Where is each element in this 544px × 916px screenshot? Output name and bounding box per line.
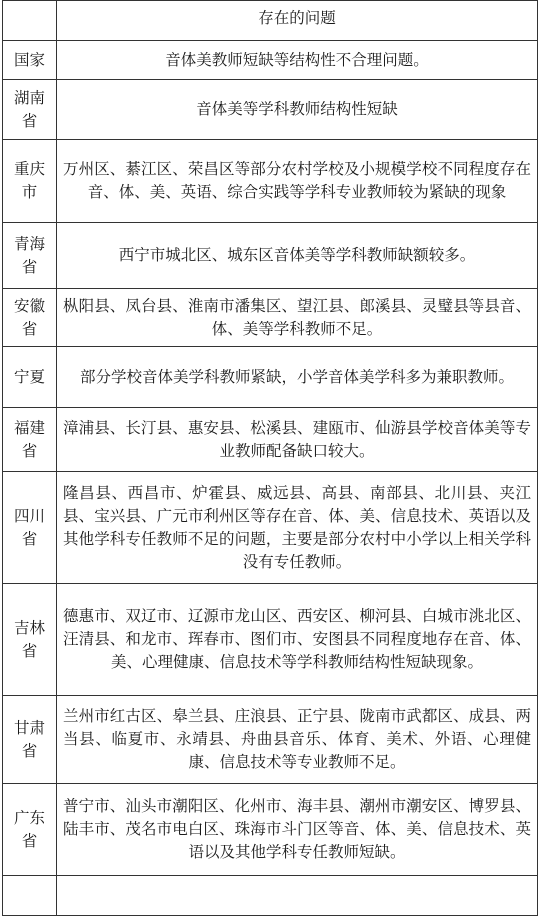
region-cell: 四川省 <box>3 472 57 584</box>
issue-cell: 万州区、綦江区、荣昌区等部分农村学校及小规模学校不同程度存在音、体、美、英语、综合实践等学科专业教师较为紧缺的现象 <box>57 140 538 223</box>
region-cell: 重庆市 <box>3 140 57 223</box>
region-cell: 安徽省 <box>3 289 57 347</box>
table-row <box>3 408 538 472</box>
table-row <box>3 584 538 696</box>
issue-cell: 音体美等学科教师结构性短缺 <box>57 80 538 140</box>
region-cell: 吉林省 <box>3 584 57 696</box>
issue-cell: 德惠市、双辽市、辽源市龙山区、西安区、柳河县、白城市洮北区、汪清县、和龙市、珲春市、图们市、安图县不同程度地存在音、体、美、心理健康、信息技术等学科教师结构性短缺现象。 <box>57 584 538 696</box>
table-row <box>3 347 538 408</box>
table-header-row <box>3 1 538 41</box>
table-row <box>3 784 538 876</box>
issue-cell: 普宁市、汕头市潮阳区、化州市、海丰县、潮州市潮安区、博罗县、陆丰市、茂名市电白区、珠海市斗门区等音、体、美、信息技术、英语以及其他学科专任教师短缺。 <box>57 784 538 876</box>
table-row <box>3 289 538 347</box>
issue-cell: 枞阳县、凤台县、淮南市潘集区、望江县、郎溪县、灵璧县等县音、体、美等学科教师不足。 <box>57 289 538 347</box>
table-row <box>3 223 538 289</box>
issues-table <box>2 0 538 916</box>
issue-cell: 漳浦县、长汀县、惠安县、松溪县、建瓯市、仙游县学校音体美等专业教师配备缺口较大。 <box>57 408 538 472</box>
table-row <box>3 140 538 223</box>
issue-cell: 部分学校音体美学科教师紧缺，小学音体美学科多为兼职教师。 <box>57 347 538 408</box>
header-issue-cell: 存在的问题 <box>57 1 538 41</box>
region-cell: 广东省 <box>3 784 57 876</box>
region-cell: 福建省 <box>3 408 57 472</box>
table-row <box>3 472 538 584</box>
issue-cell: 音体美教师短缺等结构性不合理问题。 <box>57 41 538 80</box>
region-cell: 湖南省 <box>3 80 57 140</box>
region-cell: 甘肃省 <box>3 696 57 784</box>
table-row <box>3 41 538 80</box>
issue-cell: 西宁市城北区、城东区音体美等学科教师缺额较多。 <box>57 223 538 289</box>
table-row <box>3 696 538 784</box>
header-region-cell <box>3 1 57 41</box>
region-cell: 宁夏 <box>3 347 57 408</box>
region-cell: 青海省 <box>3 223 57 289</box>
issue-cell: 隆昌县、西昌市、炉霍县、威远县、高县、南部县、北川县、夹江县、宝兴县、广元市利州区等存在音、体、美、信息技术、英语以及其他学科专任教师不足的问题，主要是部分农村中小学以上相关学科没有专任教师。 <box>57 472 538 584</box>
table-row <box>3 80 538 140</box>
region-cell: 国家 <box>3 41 57 80</box>
issue-cell: 兰州市红古区、皋兰县、庄浪县、正宁县、陇南市武都区、成县、两当县、临夏市、永靖县、舟曲县音乐、体育、美术、外语、心理健康、信息技术等专业教师不足。 <box>57 696 538 784</box>
